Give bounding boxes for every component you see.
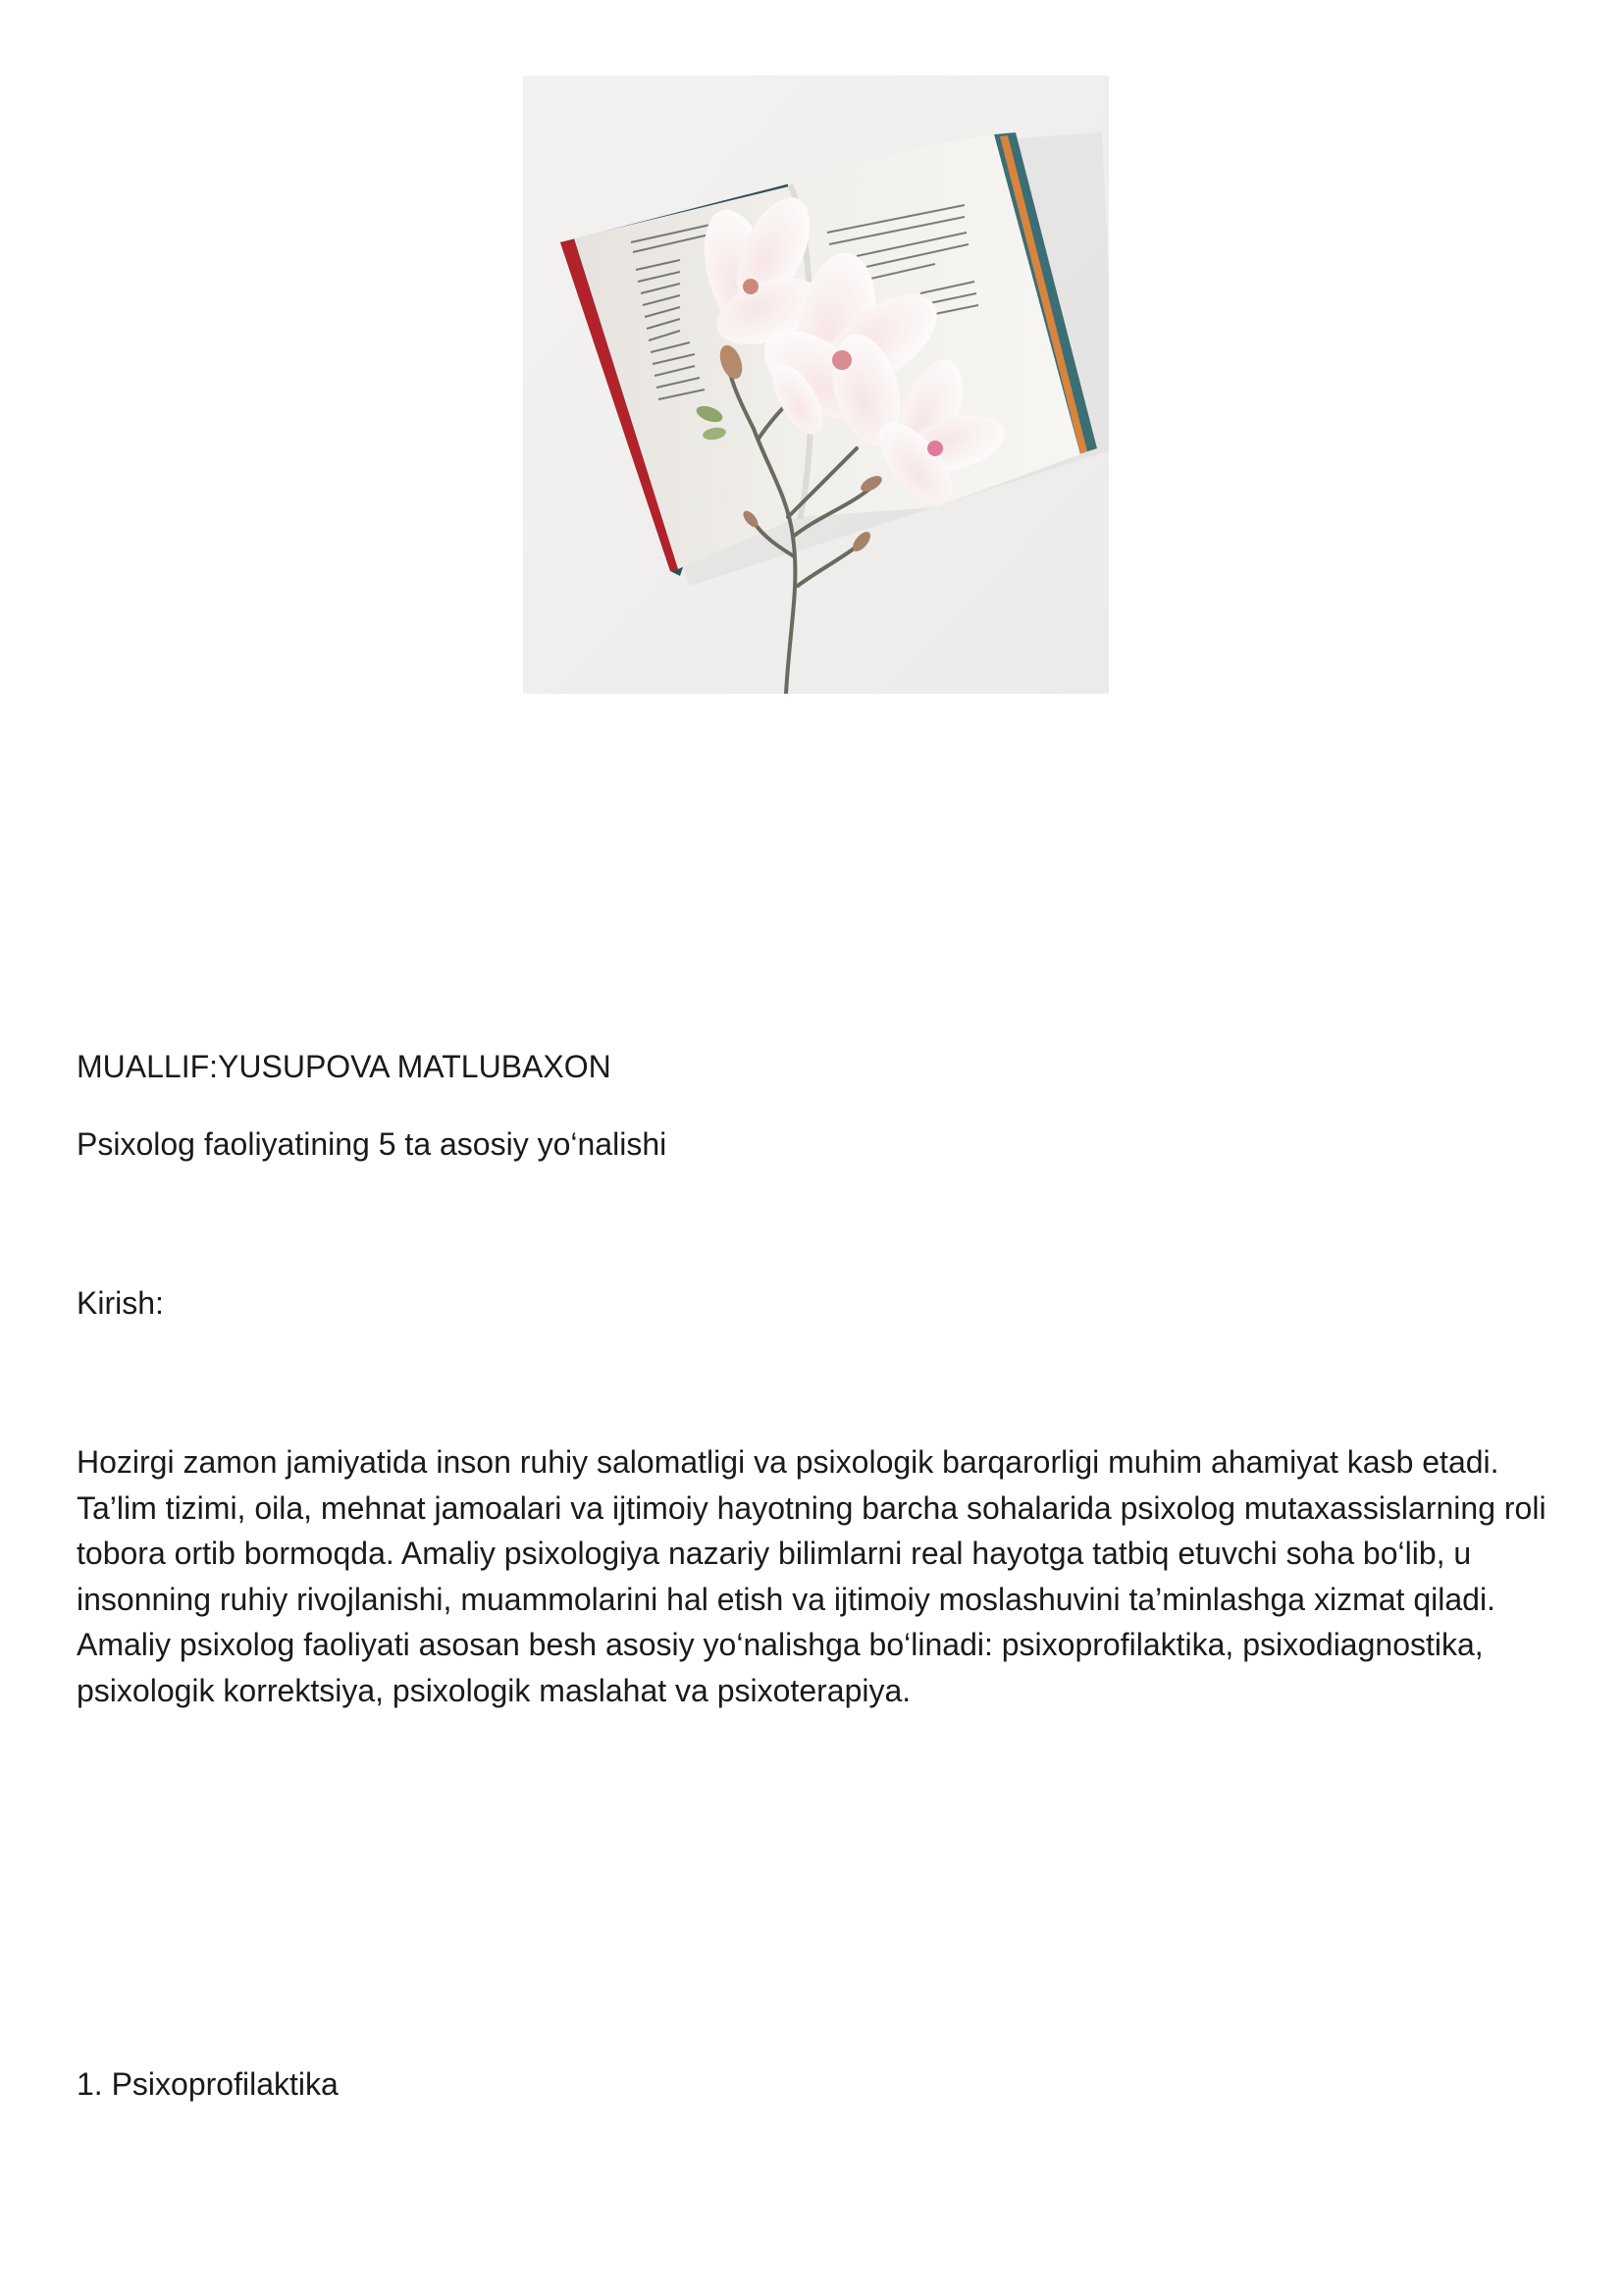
open-book-magnolia-icon — [523, 76, 1109, 694]
intro-heading: Kirish: — [77, 1285, 164, 1321]
author-line: MUALLIF:YUSUPOVA MATLUBAXON — [77, 1049, 611, 1084]
cover-photo — [523, 76, 1109, 694]
document-title: Psixolog faoliyatining 5 ta asosiy yo‘nalishi — [77, 1126, 667, 1162]
intro-paragraph: Hozirgi zamon jamiyatida inson ruhiy salomatligi va psixologik barqarorligi muhim ahamiyat kasb etadi. Ta’lim tizimi, oila, mehnat jamoalari va ijtimoiy hayotning barcha sohalarida psixolog mutaxassislarning roli tobora ortib bormoqda. Amaliy psixologiya nazariy bilimlarni real hayotga tatbiq etuvchi soha bo‘lib, u insonning ruhiy rivojlanishi, muammolarini hal etish va ijtimoiy moslashuvini ta’minlashga xizmat qiladi. Amaliy psixolog faoliyati asosan besh asosiy yo‘nalishga bo‘linadi: psixoprofilaktika, psixodiagnostika, psixologik korrektsiya, psixologik maslahat va psixoterapiya. — [77, 1444, 1546, 1708]
section-1-heading: 1. Psixoprofilaktika — [77, 2066, 339, 2102]
